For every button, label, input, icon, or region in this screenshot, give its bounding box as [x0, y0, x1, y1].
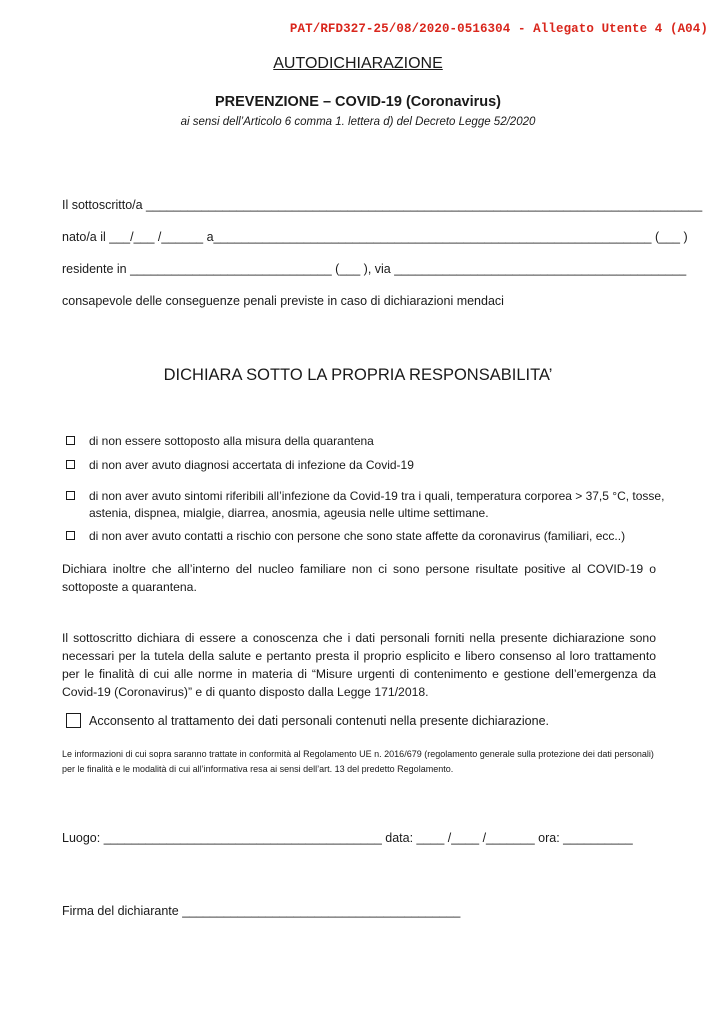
check-item-contacts[interactable] [66, 528, 678, 545]
checkbox[interactable] [66, 436, 75, 445]
document-title: AUTODICHIARAZIONE [273, 55, 443, 72]
check-item-diagnosis[interactable] [66, 457, 666, 474]
declaration-heading: DICHIARA SOTTO LA PROPRIA RESPONSABILITA’ [163, 366, 553, 384]
signature-field[interactable]: Firma del dichiarante ________________________________________ [62, 904, 461, 918]
check-label: di non aver avuto sintomi riferibili all’infezione da Covid-19 tra i quali, temperatura corporea > 37,5 °C, tosse, astenia, dispnea, mialgie, diarrea, anosmia, ageusia nelle ultime settimane. [89, 489, 665, 520]
check-item-symptoms[interactable] [66, 488, 678, 522]
checkbox[interactable] [66, 531, 75, 540]
awareness-statement: consapevole delle conseguenze penali previste in caso di dichiarazioni mendaci [62, 294, 504, 308]
place-date-time-field[interactable]: Luogo: ________________________________________ data: ____ /____ /_______ ora: __________ [62, 831, 633, 845]
check-label: di non aver avuto contatti a rischio con persone che sono state affette da coronavirus (familiari, ecc..) [89, 529, 626, 543]
residence-field[interactable]: residente in _____________________________ (___ ), via __________________________________________ [62, 262, 687, 276]
privacy-consent-statement: Il sottoscritto dichiara di essere a conoscenza che i dati personali forniti nella presente dichiarazione sono necessari per la tutela della salute e pertanto presta il proprio esplicito e libero consenso al loro trattamento per le finalità di cui alle norme in materia di “Misure urgenti di contenimento e gestione dell’emergenza da Covid-19 (Coronavirus)” e di quanto disposto dalla Legge 171/2018. [62, 631, 656, 699]
consent-item[interactable] [66, 713, 549, 728]
checkbox[interactable] [66, 460, 75, 469]
legal-reference: ai sensi dell’Articolo 6 comma 1. lettera d) del Decreto Legge 52/2020 [180, 116, 536, 128]
consent-checkbox[interactable] [66, 713, 81, 728]
birth-field[interactable]: nato/a il ___/___ /______ a_______________________________________________________________ (___ ) [62, 230, 688, 244]
privacy-note: Le informazioni di cui sopra saranno trattate in conformità al Regolamento UE n. 2016/679 (regolamento generale sulla protezione dei dati personali) per le finalità e le modalità di cui all’informativa resa ai sensi dell’art. 13 del predetto Regolamento. [62, 749, 654, 774]
checkbox[interactable] [66, 491, 75, 500]
name-field[interactable]: Il sottoscritto/a ________________________________________________________________________________ [62, 198, 703, 212]
check-item-quarantine[interactable] [66, 433, 666, 450]
consent-label: Acconsento al trattamento dei dati personali contenuti nella presente dichiarazione. [89, 713, 550, 728]
protocol-stamp: PAT/RFD327-25/08/2020-0516304 - Allegato Utente 4 (A04) [289, 22, 708, 36]
check-label: di non essere sottoposto alla misura della quarantena [89, 434, 374, 448]
check-label: di non aver avuto diagnosi accertata di infezione da Covid-19 [89, 458, 414, 472]
document-subtitle: PREVENZIONE – COVID-19 (Coronavirus) [214, 94, 502, 110]
family-statement: Dichiara inoltre che all’interno del nucleo familiare non ci sono persone risultate positive al COVID-19 o sottoposte a quarantena. [62, 562, 656, 594]
